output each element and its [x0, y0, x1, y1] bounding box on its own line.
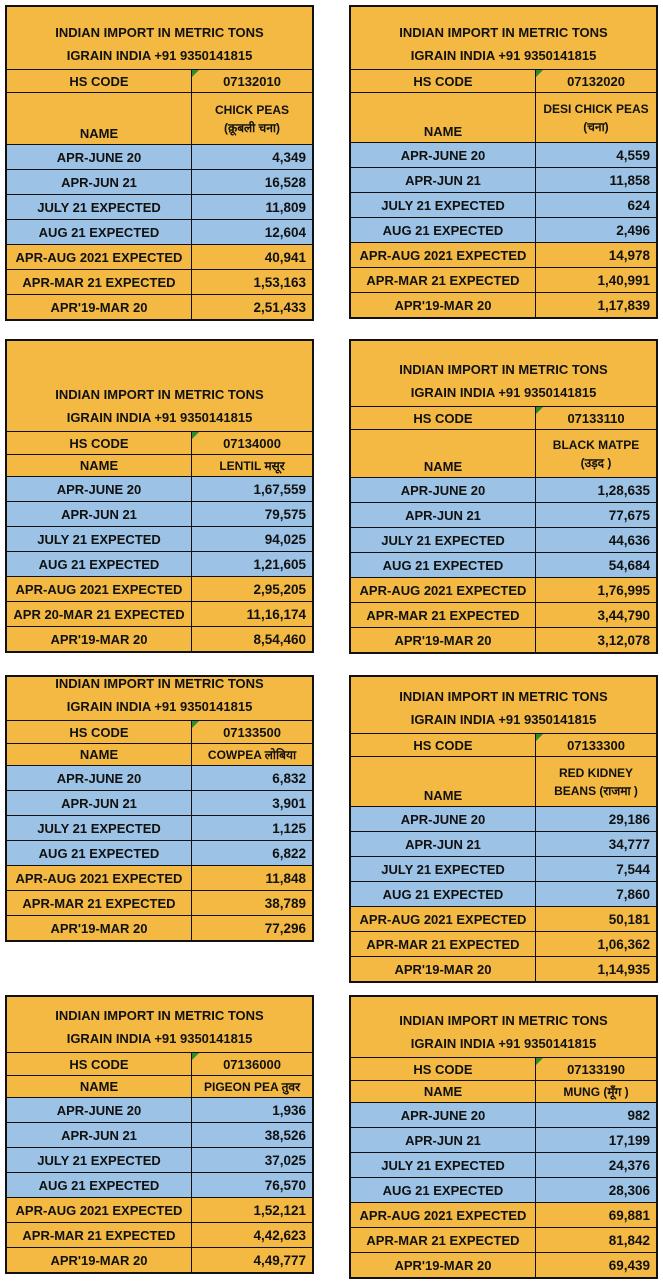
import-value: 28,306	[608, 1182, 650, 1198]
title-line: INDIAN IMPORT IN METRIC TONS	[55, 387, 264, 402]
import-value: 2,496	[616, 222, 650, 238]
hs-code-label: HS CODE	[351, 70, 536, 92]
hs-code-value: 07133500	[192, 721, 312, 743]
hs-code-row	[351, 733, 656, 756]
period-label: JULY 21 EXPECTED	[7, 816, 192, 840]
table-row	[351, 577, 656, 602]
import-value: 34,777	[608, 836, 650, 852]
table-row	[7, 194, 312, 219]
import-value: 50,181	[608, 911, 650, 927]
table-row	[351, 217, 656, 242]
hs-code-label: HS CODE	[351, 1058, 536, 1080]
import-value: 69,439	[608, 1257, 650, 1273]
table-row	[7, 501, 312, 526]
table-row	[351, 1102, 656, 1127]
name-label: NAME	[351, 93, 536, 142]
period-label: JULY 21 EXPECTED	[351, 528, 536, 552]
import-value: 44,636	[608, 532, 650, 548]
period-label: APR-MAR 21 EXPECTED	[7, 1223, 192, 1247]
period-label: APR-MAR 21 EXPECTED	[351, 268, 536, 292]
commodity-name-line2: (क़ूबली चना)	[223, 120, 281, 135]
hs-code-label: HS CODE	[7, 1053, 192, 1075]
import-value: 11,16,174	[246, 606, 306, 622]
import-table	[349, 995, 658, 1279]
table-row	[7, 815, 312, 840]
hs-code-value: 07136000	[192, 1053, 312, 1075]
hs-code-label: HS CODE	[351, 407, 536, 429]
table-row	[7, 1172, 312, 1197]
table-row	[351, 267, 656, 292]
table-row	[7, 244, 312, 269]
period-label: APR-JUNE 20	[351, 807, 536, 831]
table-title	[351, 677, 656, 733]
subtitle-line: IGRAIN INDIA +91 9350141815	[66, 699, 253, 714]
commodity-name	[192, 455, 312, 476]
table-row	[7, 1222, 312, 1247]
import-value: 76,570	[264, 1177, 306, 1193]
table-row	[7, 765, 312, 790]
hs-code-label: HS CODE	[7, 70, 192, 92]
import-value: 38,526	[264, 1127, 306, 1143]
period-label: APR-JUN 21	[7, 1123, 192, 1147]
table-row	[351, 1127, 656, 1152]
import-value: 77,296	[264, 920, 306, 936]
table-row	[7, 144, 312, 169]
import-value: 16,528	[264, 174, 306, 190]
table-row	[7, 1147, 312, 1172]
period-label: AUG 21 EXPECTED	[7, 552, 192, 576]
name-row	[351, 92, 656, 142]
import-value: 2,51,433	[253, 299, 306, 315]
import-value: 1,125	[272, 820, 306, 836]
import-value: 8,54,460	[253, 631, 306, 647]
import-value: 3,44,790	[597, 607, 650, 623]
commodity-name-line1: BLACK MATPE	[552, 437, 640, 452]
import-value: 94,025	[264, 531, 306, 547]
table-row	[351, 192, 656, 217]
period-label: APR-JUNE 20	[7, 766, 192, 790]
table-row	[351, 627, 656, 652]
subtitle-line: IGRAIN INDIA +91 9350141815	[410, 48, 597, 63]
commodity-name	[536, 757, 656, 806]
commodity-name	[536, 1081, 656, 1102]
period-label: APR-AUG 2021 EXPECTED	[7, 577, 192, 601]
import-table	[5, 5, 314, 321]
table-row	[351, 552, 656, 577]
commodity-name	[192, 744, 312, 765]
period-label: APR-JUN 21	[7, 791, 192, 815]
import-value: 1,76,995	[597, 582, 650, 598]
period-label: APR-AUG 2021 EXPECTED	[351, 907, 536, 931]
import-value: 11,858	[609, 172, 650, 188]
table-title	[351, 341, 656, 406]
period-label: AUG 21 EXPECTED	[7, 1173, 192, 1197]
hs-code-label: HS CODE	[351, 734, 536, 756]
import-value: 6,832	[272, 770, 306, 786]
period-label: JULY 21 EXPECTED	[351, 193, 536, 217]
period-label: APR'19-MAR 20	[7, 627, 192, 651]
table-row	[351, 906, 656, 931]
commodity-name-line2: (उड़द )	[580, 455, 612, 470]
hs-code-value: 07133190	[536, 1058, 656, 1080]
period-label: APR-JUNE 20	[351, 143, 536, 167]
import-value: 1,14,935	[597, 961, 650, 977]
subtitle-line: IGRAIN INDIA +91 9350141815	[66, 48, 253, 63]
commodity-name	[536, 430, 656, 477]
import-value: 3,901	[272, 795, 306, 811]
table-row	[351, 502, 656, 527]
import-value: 7,860	[616, 886, 650, 902]
import-value: 77,675	[608, 507, 650, 523]
period-label: APR-JUN 21	[351, 832, 536, 856]
period-label: APR-AUG 2021 EXPECTED	[351, 1203, 536, 1227]
import-value: 1,40,991	[597, 272, 650, 288]
import-value: 14,978	[608, 247, 650, 263]
period-label: JULY 21 EXPECTED	[7, 195, 192, 219]
commodity-name-line1: RED KIDNEY	[558, 765, 633, 780]
table-row	[7, 551, 312, 576]
period-label: AUG 21 EXPECTED	[351, 1178, 536, 1202]
period-label: APR-MAR 21 EXPECTED	[351, 932, 536, 956]
import-value: 37,025	[264, 1152, 306, 1168]
period-label: APR-MAR 21 EXPECTED	[351, 603, 536, 627]
table-row	[7, 1097, 312, 1122]
import-value: 4,49,777	[253, 1252, 306, 1268]
period-label: AUG 21 EXPECTED	[351, 553, 536, 577]
title-line: INDIAN IMPORT IN METRIC TONS	[399, 362, 608, 377]
table-row	[351, 856, 656, 881]
hs-code-row	[351, 406, 656, 429]
subtitle-line: IGRAIN INDIA +91 9350141815	[410, 385, 597, 400]
name-label: NAME	[7, 455, 192, 476]
table-row	[7, 294, 312, 319]
hs-code-row	[351, 69, 656, 92]
name-label: NAME	[351, 430, 536, 477]
table-row	[351, 1177, 656, 1202]
name-row	[7, 454, 312, 476]
name-label: NAME	[7, 744, 192, 765]
period-label: APR'19-MAR 20	[351, 293, 536, 317]
name-row	[7, 743, 312, 765]
hs-code-row	[7, 1052, 312, 1075]
hs-code-value: 07133110	[536, 407, 656, 429]
period-label: AUG 21 EXPECTED	[7, 841, 192, 865]
table-row	[351, 242, 656, 267]
commodity-name-line1: PIGEON PEA तुवर	[204, 1079, 300, 1094]
commodity-name-line1: LENTIL मसूर	[219, 458, 285, 473]
period-label: APR-JUN 21	[351, 503, 536, 527]
period-label: APR-JUNE 20	[351, 1103, 536, 1127]
name-label: NAME	[351, 757, 536, 806]
table-row	[7, 790, 312, 815]
period-label: APR-AUG 2021 EXPECTED	[351, 578, 536, 602]
table-row	[7, 840, 312, 865]
period-label: APR-MAR 21 EXPECTED	[351, 1228, 536, 1252]
import-value: 624	[627, 197, 650, 213]
hs-code-label: HS CODE	[7, 721, 192, 743]
period-label: JULY 21 EXPECTED	[351, 857, 536, 881]
period-label: APR-JUNE 20	[7, 477, 192, 501]
import-value: 11,809	[265, 199, 306, 215]
title-line: INDIAN IMPORT IN METRIC TONS	[55, 676, 264, 691]
import-table	[5, 995, 314, 1274]
import-value: 3,12,078	[597, 632, 650, 648]
commodity-name-line2: BEANS (राजमा )	[554, 783, 638, 798]
commodity-name-line1: COWPEA लोबिया	[207, 747, 297, 762]
period-label: APR 20-MAR 21 EXPECTED	[7, 602, 192, 626]
table-row	[7, 1122, 312, 1147]
table-row	[351, 1227, 656, 1252]
table-row	[351, 1152, 656, 1177]
table-row	[351, 142, 656, 167]
commodity-name-line1: DESI CHICK PEAS	[543, 101, 649, 116]
period-label: APR-JUN 21	[351, 1128, 536, 1152]
import-value: 81,842	[608, 1232, 650, 1248]
table-title	[351, 7, 656, 69]
commodity-name-line2: (चना)	[583, 119, 609, 134]
commodity-name	[192, 93, 312, 144]
hs-code-value: 07132020	[536, 70, 656, 92]
import-value: 1,52,121	[253, 1202, 306, 1218]
hs-code-row	[7, 431, 312, 454]
subtitle-line: IGRAIN INDIA +91 9350141815	[410, 712, 597, 727]
table-row	[351, 1202, 656, 1227]
table-row	[7, 1247, 312, 1272]
table-row	[351, 931, 656, 956]
hs-code-label: HS CODE	[7, 432, 192, 454]
table-row	[351, 956, 656, 981]
import-value: 4,349	[272, 149, 306, 165]
period-label: APR'19-MAR 20	[351, 957, 536, 981]
table-row	[7, 890, 312, 915]
import-value: 54,684	[608, 557, 650, 573]
import-value: 982	[627, 1107, 650, 1123]
table-row	[7, 865, 312, 890]
table-row	[351, 167, 656, 192]
period-label: APR-JUNE 20	[7, 145, 192, 169]
table-title	[7, 677, 312, 720]
period-label: APR'19-MAR 20	[351, 628, 536, 652]
table-row	[351, 881, 656, 906]
commodity-name-line1: CHICK PEAS	[214, 102, 289, 117]
table-title	[7, 7, 312, 69]
commodity-name-line1: MUNG (मूँग )	[563, 1084, 629, 1099]
table-row	[351, 831, 656, 856]
import-value: 38,789	[264, 895, 306, 911]
period-label: APR-JUN 21	[7, 502, 192, 526]
period-label: APR-MAR 21 EXPECTED	[7, 270, 192, 294]
table-row	[7, 269, 312, 294]
period-label: APR-JUNE 20	[7, 1098, 192, 1122]
name-label: NAME	[7, 93, 192, 144]
name-row	[351, 429, 656, 477]
period-label: AUG 21 EXPECTED	[7, 220, 192, 244]
period-label: APR'19-MAR 20	[351, 1253, 536, 1277]
table-row	[351, 477, 656, 502]
subtitle-line: IGRAIN INDIA +91 9350141815	[410, 1036, 597, 1051]
table-row	[351, 602, 656, 627]
import-value: 69,881	[608, 1207, 650, 1223]
period-label: APR-AUG 2021 EXPECTED	[351, 243, 536, 267]
table-row	[351, 806, 656, 831]
table-row	[7, 915, 312, 940]
import-value: 1,936	[272, 1102, 306, 1118]
period-label: JULY 21 EXPECTED	[351, 1153, 536, 1177]
name-row	[351, 756, 656, 806]
import-table	[5, 675, 314, 942]
period-label: APR-JUN 21	[351, 168, 536, 192]
import-table	[5, 339, 314, 653]
name-row	[7, 92, 312, 144]
import-value: 1,21,605	[253, 556, 306, 572]
import-value: 29,186	[608, 811, 650, 827]
period-label: APR-JUNE 20	[351, 478, 536, 502]
import-value: 1,06,362	[597, 936, 650, 952]
hs-code-row	[7, 720, 312, 743]
hs-code-row	[7, 69, 312, 92]
table-title	[7, 341, 312, 431]
import-value: 11,848	[265, 870, 306, 886]
import-value: 4,559	[616, 147, 650, 163]
period-label: APR-AUG 2021 EXPECTED	[7, 866, 192, 890]
import-value: 12,604	[264, 224, 306, 240]
table-row	[7, 601, 312, 626]
import-value: 1,17,839	[597, 297, 650, 313]
period-label: APR'19-MAR 20	[7, 295, 192, 319]
period-label: APR'19-MAR 20	[7, 1248, 192, 1272]
import-table	[349, 5, 658, 319]
table-row	[7, 576, 312, 601]
table-row	[351, 1252, 656, 1277]
name-row	[351, 1080, 656, 1102]
subtitle-line: IGRAIN INDIA +91 9350141815	[66, 410, 253, 425]
table-row	[7, 476, 312, 501]
import-value: 4,42,623	[253, 1227, 306, 1243]
commodity-name	[536, 93, 656, 142]
import-value: 1,53,163	[253, 274, 306, 290]
period-label: AUG 21 EXPECTED	[351, 882, 536, 906]
hs-code-value: 07134000	[192, 432, 312, 454]
name-label: NAME	[351, 1081, 536, 1102]
table-row	[7, 1197, 312, 1222]
title-line: INDIAN IMPORT IN METRIC TONS	[55, 25, 264, 40]
name-row	[7, 1075, 312, 1097]
title-line: INDIAN IMPORT IN METRIC TONS	[399, 1013, 608, 1028]
import-value: 1,28,635	[597, 482, 650, 498]
period-label: APR-AUG 2021 EXPECTED	[7, 245, 192, 269]
period-label: APR-AUG 2021 EXPECTED	[7, 1198, 192, 1222]
import-value: 24,376	[608, 1157, 650, 1173]
period-label: AUG 21 EXPECTED	[351, 218, 536, 242]
table-row	[7, 626, 312, 651]
import-value: 7,544	[616, 861, 650, 877]
period-label: APR-JUN 21	[7, 170, 192, 194]
title-line: INDIAN IMPORT IN METRIC TONS	[55, 1008, 264, 1023]
table-row	[351, 527, 656, 552]
table-title	[351, 997, 656, 1057]
name-label: NAME	[7, 1076, 192, 1097]
import-table	[349, 675, 658, 983]
import-value: 2,95,205	[253, 581, 306, 597]
period-label: JULY 21 EXPECTED	[7, 1148, 192, 1172]
table-row	[7, 526, 312, 551]
hs-code-row	[351, 1057, 656, 1080]
table-row	[351, 292, 656, 317]
import-table	[349, 339, 658, 654]
table-title	[7, 997, 312, 1052]
import-value: 17,199	[608, 1132, 650, 1148]
hs-code-value: 07132010	[192, 70, 312, 92]
title-line: INDIAN IMPORT IN METRIC TONS	[399, 689, 608, 704]
subtitle-line: IGRAIN INDIA +91 9350141815	[66, 1031, 253, 1046]
import-value: 1,67,559	[253, 481, 306, 497]
table-row	[7, 219, 312, 244]
import-value: 6,822	[272, 845, 306, 861]
title-line: INDIAN IMPORT IN METRIC TONS	[399, 25, 608, 40]
commodity-name	[192, 1076, 312, 1097]
hs-code-value: 07133300	[536, 734, 656, 756]
period-label: APR'19-MAR 20	[7, 916, 192, 940]
period-label: APR-MAR 21 EXPECTED	[7, 891, 192, 915]
import-value: 79,575	[264, 506, 306, 522]
period-label: JULY 21 EXPECTED	[7, 527, 192, 551]
table-row	[7, 169, 312, 194]
import-value: 40,941	[264, 249, 306, 265]
